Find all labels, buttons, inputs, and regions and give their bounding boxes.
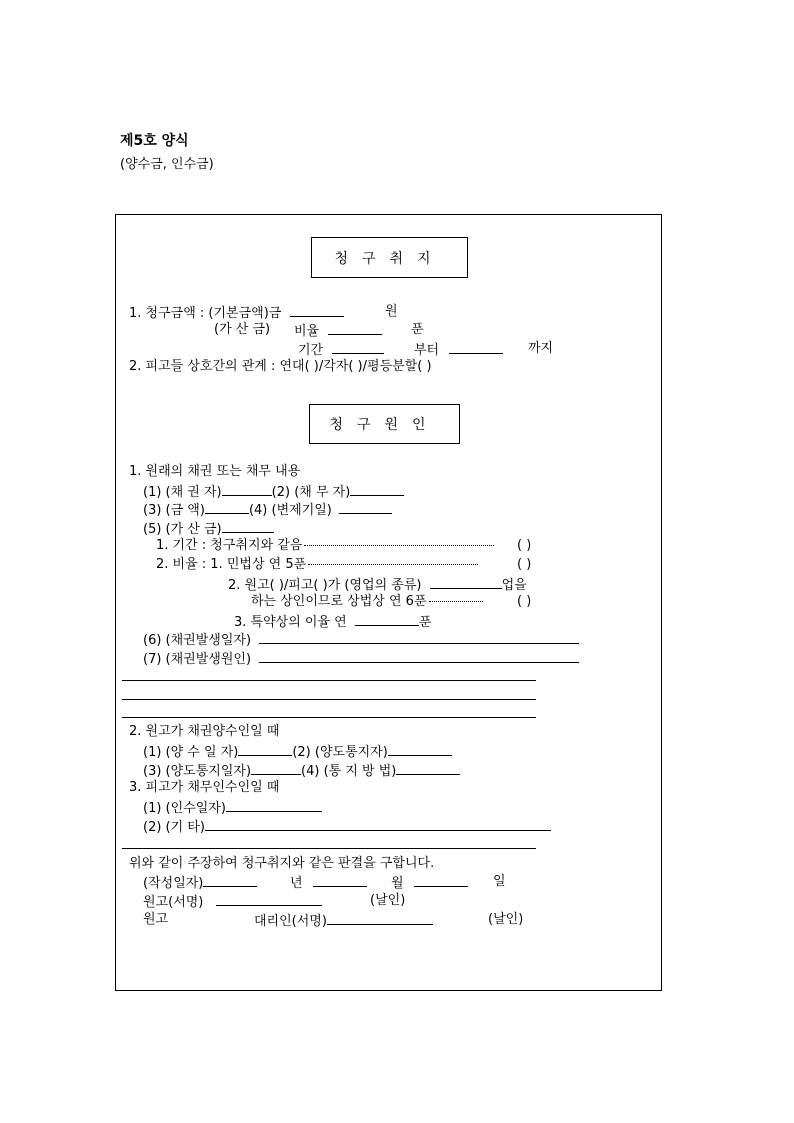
assign-line [143, 743, 452, 761]
cause-period-line [156, 538, 496, 554]
added-amount-line [143, 520, 274, 538]
assignee-title: 2. 원고가 채권양수인일 때 [129, 724, 280, 739]
occur-date-line [143, 631, 579, 649]
from-line [414, 341, 503, 359]
until-label: 까지 [528, 341, 554, 356]
claim-cause-heading-text: 청구원인 [329, 417, 440, 433]
month-line [391, 874, 468, 892]
defendant-relation: 2. 피고들 상호간의 관계 : 연대( )/각자( )/평등분할( ) [129, 359, 432, 374]
debtor-label: (2) (채 무 자) [271, 485, 351, 500]
debtor-field[interactable] [350, 483, 404, 496]
from-label: 부터 [414, 343, 440, 358]
blank-line[interactable] [122, 717, 536, 718]
business-type-field[interactable] [430, 576, 502, 589]
plaintiff-label: 원고 [143, 912, 169, 927]
form-number: 제5호 양식 [120, 133, 189, 149]
occur-date-field[interactable] [259, 631, 579, 644]
added-amount-field[interactable] [222, 520, 274, 533]
occur-date-label: (6) (채권발생일자) [143, 633, 252, 648]
day-label: 일 [493, 874, 506, 889]
amount-label: (3) (금 액) [143, 503, 205, 518]
month-label: 월 [391, 876, 404, 891]
debt-acceptor-title: 3. 피고가 채무인수인일 때 [129, 780, 280, 795]
cause-period-label: 1. 기간 : 청구취지와 같음 [156, 538, 303, 553]
commercial-rate-line-2 [251, 594, 485, 610]
interest-label: (가 산 금) [214, 322, 271, 337]
year-label: 년 [290, 876, 303, 891]
commercial-rate-label: 2. 원고( )/피고( )가 (영업의 종류) [228, 578, 422, 593]
claim-amount-line [129, 304, 344, 322]
other-field[interactable] [205, 818, 551, 831]
creditor-debtor-line [143, 483, 404, 501]
claim-amount-label: 1. 청구금액 : (기본금액)금 [129, 306, 282, 321]
civil-rate-label: 2. 비율 : 1. 민법상 연 5푼 [156, 557, 307, 572]
contract-rate-field[interactable] [355, 613, 419, 626]
original-obligation-title: 1. 원래의 채권 또는 채무 내용 [129, 464, 301, 479]
notice-date-field[interactable] [251, 762, 301, 775]
claim-cause-heading [309, 404, 460, 444]
civil-rate-line [156, 557, 480, 573]
civil-rate-check[interactable]: ( ) [517, 557, 532, 572]
notice-date-label: (3) (양도통지일자) [143, 764, 252, 779]
plaintiff-sign-line [143, 893, 322, 911]
other-line [143, 818, 551, 836]
month-field[interactable] [313, 874, 367, 887]
closing-statement: 위와 같이 주장하여 청구취지와 같은 판결을 구합니다. [129, 856, 435, 871]
due-date-field[interactable] [339, 501, 392, 514]
leader-dots [308, 564, 478, 565]
occur-cause-field[interactable] [259, 650, 579, 663]
form-subtitle: (양수금, 인수금) [120, 157, 214, 172]
other-label: (2) (기 타) [143, 820, 205, 835]
commercial-rate-check[interactable]: ( ) [517, 594, 532, 609]
notice-line [143, 762, 460, 780]
rate-label: 비율 [294, 324, 320, 339]
won-unit: 원 [385, 304, 398, 319]
base-amount-field[interactable] [290, 304, 344, 317]
agent-sign-field[interactable] [327, 912, 433, 925]
due-date-label: (4) (변제기일) [248, 503, 332, 518]
contract-rate-unit: 푼 [418, 615, 432, 630]
period-label: 기간 [298, 343, 324, 358]
rate-field[interactable] [328, 322, 382, 335]
percent-unit: 푼 [411, 322, 424, 337]
plaintiff-sign-label: 원고(서명) [143, 895, 204, 910]
blank-line[interactable] [122, 699, 536, 700]
assign-date-field[interactable] [238, 743, 292, 756]
accept-line [143, 799, 322, 817]
creditor-field[interactable] [222, 483, 272, 496]
claim-purpose-heading [311, 237, 468, 278]
added-amount-label: (5) (가 산 금) [143, 522, 222, 537]
assignor-label: (2) (양도통지자) [292, 745, 388, 760]
written-date-field[interactable] [203, 874, 257, 887]
amount-field[interactable] [205, 501, 249, 514]
day-field[interactable] [414, 874, 468, 887]
period-check[interactable]: ( ) [517, 538, 532, 553]
notice-method-field[interactable] [396, 762, 460, 775]
leader-dots [429, 601, 483, 602]
section-divider [122, 848, 536, 849]
period-field[interactable] [332, 341, 384, 354]
agent-sign-line [254, 912, 433, 930]
rate-line [294, 322, 382, 340]
commercial-rate-line [228, 576, 527, 594]
creditor-label: (1) (채 권 자) [143, 485, 222, 500]
contract-rate-line [234, 613, 431, 631]
from-field[interactable] [449, 341, 503, 354]
assignor-field[interactable] [388, 743, 452, 756]
written-date-line [143, 874, 257, 892]
claim-purpose-heading-text: 청구취지 [334, 250, 445, 267]
agent-sign-label: 대리인(서명) [254, 914, 327, 929]
blank-line[interactable] [122, 680, 536, 681]
commercial-rate-label-2: 하는 상인이므로 상법상 연 6푼 [251, 594, 427, 609]
business-suffix: 업을 [501, 578, 527, 593]
plaintiff-sign-field[interactable] [216, 893, 322, 906]
plaintiff-seal[interactable]: (날인) [370, 893, 406, 908]
notice-method-label: (4) (통 지 방 법) [301, 764, 397, 779]
period-line [298, 341, 384, 359]
accept-date-label: (1) (인수일자) [143, 801, 226, 816]
agent-seal[interactable]: (날인) [488, 912, 524, 927]
assign-date-label: (1) (양 수 일 자) [143, 745, 239, 760]
contract-rate-label: 3. 특약상의 이율 연 [234, 615, 347, 630]
written-date-label: (작성일자) [143, 876, 204, 891]
amount-due-line [143, 501, 392, 519]
year-line [290, 874, 367, 892]
accept-date-field[interactable] [226, 799, 322, 812]
leader-dots [304, 545, 494, 546]
occur-cause-line [143, 650, 579, 668]
occur-cause-label: (7) (채권발생원인) [143, 652, 252, 667]
